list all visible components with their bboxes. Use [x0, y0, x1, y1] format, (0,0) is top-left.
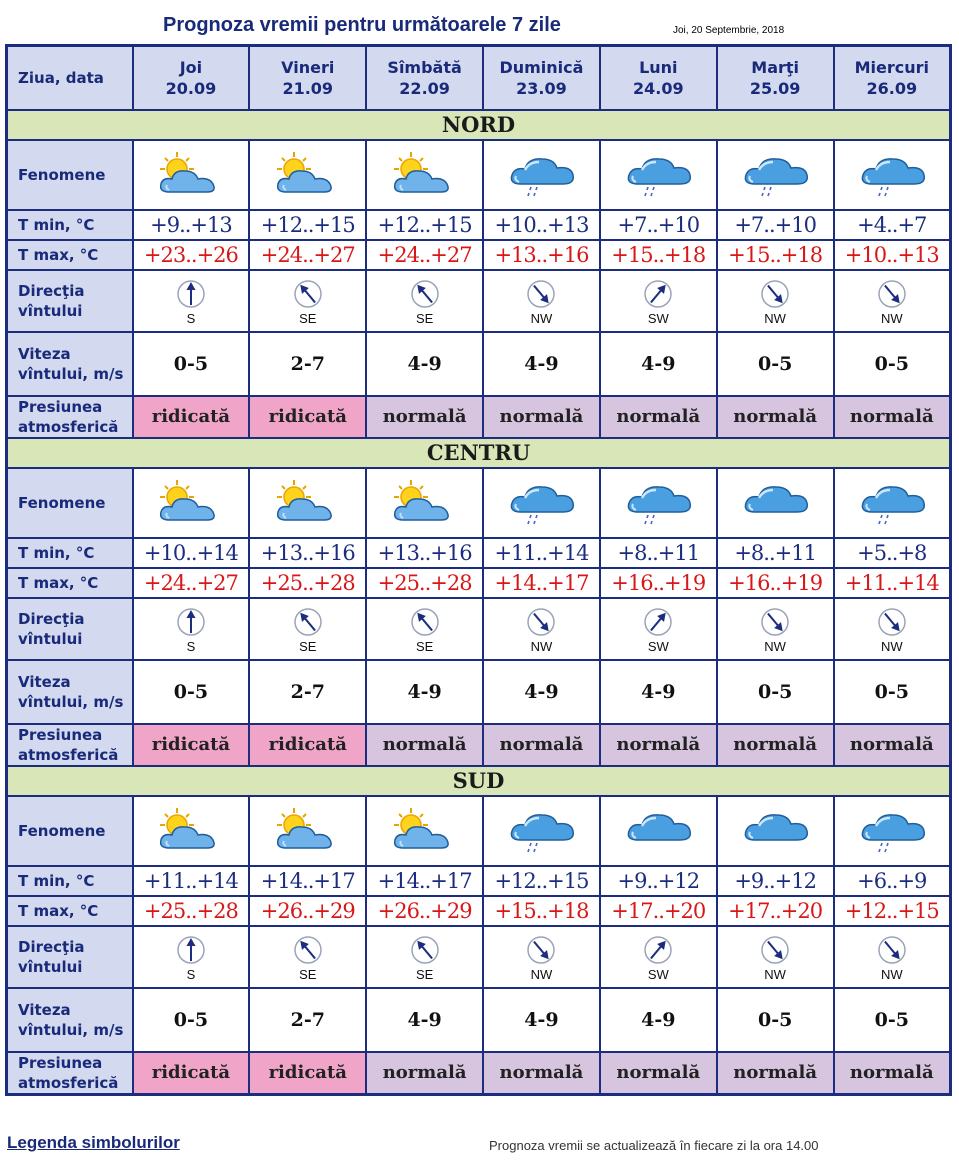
tmax-value: +15..+18 [717, 240, 834, 270]
wind-arrow-icon [718, 279, 833, 309]
weather-cell [834, 140, 951, 210]
pressure-row [7, 396, 951, 438]
tmax-label [7, 240, 133, 270]
wind-speed-value: 0-5 [133, 660, 250, 724]
pressure-label-text: Presiunea atmosferică [18, 725, 119, 764]
partly-cloudy-icon [367, 150, 482, 200]
wind-speed-value: 2-7 [249, 332, 366, 396]
tmin-value: +9..+12 [717, 866, 834, 896]
day-date: 20.09 [165, 78, 217, 98]
wind-speed-value: 4-9 [600, 660, 717, 724]
weather-cell [366, 468, 483, 538]
tmin-label [7, 210, 133, 240]
pressure-row [7, 1052, 951, 1095]
partly-cloudy-icon [134, 806, 249, 856]
wind-arrow-icon [601, 279, 716, 309]
tmin-row [7, 538, 951, 568]
tmax-row [7, 896, 951, 926]
pressure-value: normală [600, 396, 717, 438]
tmax-value: +16..+19 [600, 568, 717, 598]
wind-direction-text: NW [764, 311, 786, 326]
day-header [249, 46, 366, 110]
wind-arrow-icon [367, 607, 482, 637]
partly-cloudy-icon [134, 150, 249, 200]
wind-direction-text: NW [764, 639, 786, 654]
current-date: Joi, 20 Septembrie, 2018 [673, 25, 785, 36]
wind-arrow-icon [134, 607, 249, 637]
wind-direction-text: NW [530, 311, 553, 326]
rain-cloud-icon [835, 150, 949, 200]
weather-cell [483, 140, 600, 210]
partly-cloudy-icon [250, 806, 365, 856]
tmin-value: +11..+14 [483, 538, 600, 568]
region-title: CENTRU [7, 438, 951, 468]
tmax-value: +26..+29 [249, 896, 366, 926]
tmin-value: +6..+9 [834, 866, 951, 896]
day-header [133, 46, 250, 110]
pressure-value: normală [834, 1052, 951, 1095]
cloudy-icon [718, 806, 833, 856]
day-name: Luni [639, 57, 678, 77]
wind-arrow-icon [484, 279, 599, 309]
wind-direction-cell [834, 598, 951, 660]
day-name: Miercuri [854, 57, 929, 77]
pressure-value: normală [717, 1052, 834, 1095]
tmin-value: +8..+11 [600, 538, 717, 568]
wind-direction-cell [717, 926, 834, 988]
pressure-value: normală [600, 724, 717, 766]
tmin-value: +13..+16 [249, 538, 366, 568]
phenomena-label [7, 796, 133, 866]
page-title: Prognoza vremii pentru următoarele 7 zile [163, 14, 561, 36]
wind-direction-cell [483, 926, 600, 988]
wind-speed-label-text: Viteza vîntului, m/s [18, 672, 124, 711]
wind-speed-label [7, 988, 133, 1052]
tmin-label-text: T min, °C [18, 215, 95, 234]
pressure-value: normală [483, 1052, 600, 1095]
pressure-label-text: Presiunea atmosferică [18, 397, 119, 436]
wind-speed-value: 0-5 [834, 660, 951, 724]
wind-arrow-icon [134, 935, 249, 965]
wind-direction-cell [834, 926, 951, 988]
symbols-legend-link[interactable]: Legenda simbolurilor [7, 1133, 180, 1152]
region-title: SUD [7, 766, 951, 796]
wind-direction-text: SE [415, 967, 434, 982]
wind-speed-value: 0-5 [133, 332, 250, 396]
wind-arrow-icon [250, 935, 365, 965]
wind-speed-value: 2-7 [249, 660, 366, 724]
tmax-value: +24..+27 [133, 568, 250, 598]
tmin-value: +11..+14 [133, 866, 250, 896]
day-name: Joi [179, 57, 203, 77]
rain-cloud-icon [484, 806, 599, 856]
tmin-value: +9..+12 [600, 866, 717, 896]
wind-arrow-icon [718, 935, 833, 965]
phenomena-label [7, 140, 133, 210]
rain-cloud-icon [718, 150, 833, 200]
tmin-label [7, 538, 133, 568]
wind-direction-cell [717, 270, 834, 332]
phenomena-row [7, 140, 951, 210]
tmax-value: +25..+28 [249, 568, 366, 598]
phenomena-row [7, 468, 951, 538]
region-row [7, 766, 951, 796]
partly-cloudy-icon [134, 478, 249, 528]
partly-cloudy-icon [250, 478, 365, 528]
wind-direction-row [7, 926, 951, 988]
tmax-row [7, 240, 951, 270]
weather-cell [249, 468, 366, 538]
tmax-value: +17..+20 [717, 896, 834, 926]
partly-cloudy-icon [250, 150, 365, 200]
weather-cell [366, 796, 483, 866]
day-name: Duminică [499, 57, 584, 77]
rain-cloud-icon [601, 478, 716, 528]
wind-speed-label [7, 332, 133, 396]
tmax-label-text: T max, °C [18, 245, 99, 264]
wind-arrow-icon [835, 935, 949, 965]
tmin-value: +14..+17 [366, 866, 483, 896]
wind-speed-value: 4-9 [483, 988, 600, 1052]
tmax-value: +25..+28 [366, 568, 483, 598]
wind-direction-cell [483, 270, 600, 332]
weather-cell [249, 140, 366, 210]
day-name: Sîmbătă [387, 57, 462, 77]
wind-arrow-icon [367, 935, 482, 965]
weather-cell [133, 468, 250, 538]
wind-arrow-icon [484, 935, 599, 965]
tmin-value: +13..+16 [366, 538, 483, 568]
pressure-value: normală [717, 396, 834, 438]
pressure-value: ridicată [133, 396, 250, 438]
partly-cloudy-icon [367, 478, 482, 528]
wind-direction-label [7, 598, 133, 660]
weather-cell [600, 140, 717, 210]
pressure-label [7, 724, 133, 766]
wind-speed-value: 0-5 [834, 988, 951, 1052]
wind-direction-text: SE [415, 639, 434, 654]
cloudy-icon [718, 478, 833, 528]
phenomena-label [7, 468, 133, 538]
wind-direction-cell [249, 926, 366, 988]
day-header [366, 46, 483, 110]
pressure-value: normală [834, 724, 951, 766]
day-header [600, 46, 717, 110]
partly-cloudy-icon [367, 806, 482, 856]
tmin-value: +12..+15 [249, 210, 366, 240]
tmin-value: +14..+17 [249, 866, 366, 896]
tmax-value: +14..+17 [483, 568, 600, 598]
wind-direction-text: NW [530, 967, 553, 982]
rain-cloud-icon [835, 478, 949, 528]
pressure-label [7, 396, 133, 438]
wind-speed-value: 0-5 [133, 988, 250, 1052]
tmax-row [7, 568, 951, 598]
wind-speed-label [7, 660, 133, 724]
day-date-label [7, 46, 133, 110]
wind-direction-row [7, 598, 951, 660]
wind-direction-text: SE [299, 311, 317, 326]
tmax-value: +13..+16 [483, 240, 600, 270]
pressure-value: ridicată [249, 396, 366, 438]
wind-speed-value: 4-9 [600, 988, 717, 1052]
days-header-row [7, 46, 951, 110]
phenomena-label-text: Fenomene [18, 821, 106, 840]
wind-direction-text: S [186, 639, 196, 654]
wind-direction-text: S [186, 967, 196, 982]
day-header [717, 46, 834, 110]
wind-speed-row [7, 988, 951, 1052]
wind-direction-text: NW [880, 967, 903, 982]
wind-speed-label-text: Viteza vîntului, m/s [18, 344, 124, 383]
wind-direction-cell [600, 270, 717, 332]
wind-direction-cell [600, 926, 717, 988]
wind-direction-text: NW [880, 639, 903, 654]
wind-speed-value: 4-9 [483, 660, 600, 724]
wind-speed-value: 4-9 [366, 332, 483, 396]
tmin-row [7, 866, 951, 896]
rain-cloud-icon [484, 150, 599, 200]
wind-speed-value: 0-5 [717, 332, 834, 396]
wind-direction-label-text: Direcţia vîntului [18, 609, 85, 648]
pressure-value: normală [483, 724, 600, 766]
wind-direction-label-text: Direcţia vîntului [18, 281, 85, 320]
wind-speed-value: 4-9 [366, 660, 483, 724]
tmax-value: +10..+13 [834, 240, 951, 270]
wind-speed-value: 0-5 [717, 660, 834, 724]
day-date: 22.09 [399, 78, 450, 98]
wind-direction-cell [133, 926, 250, 988]
wind-arrow-icon [484, 607, 599, 637]
tmin-value: +7..+10 [600, 210, 717, 240]
pressure-value: ridicată [249, 1052, 366, 1095]
rain-cloud-icon [484, 478, 599, 528]
wind-direction-text: SE [299, 639, 317, 654]
tmin-value: +10..+14 [133, 538, 250, 568]
wind-direction-cell [133, 598, 250, 660]
tmax-label [7, 896, 133, 926]
wind-speed-row [7, 332, 951, 396]
wind-direction-text: SW [647, 639, 669, 654]
wind-direction-text: SW [647, 967, 669, 982]
pressure-row [7, 724, 951, 766]
wind-direction-text: SE [415, 311, 434, 326]
region-row [7, 438, 951, 468]
weather-cell [133, 796, 250, 866]
day-date: 21.09 [282, 78, 334, 98]
wind-speed-value: 0-5 [717, 988, 834, 1052]
tmin-value: +4..+7 [834, 210, 951, 240]
wind-direction-row [7, 270, 951, 332]
tmax-label-text: T max, °C [18, 573, 99, 592]
tmax-value: +24..+27 [249, 240, 366, 270]
wind-direction-text: NW [880, 311, 903, 326]
phenomena-label-text: Fenomene [18, 165, 106, 184]
phenomena-row [7, 796, 951, 866]
pressure-value: normală [483, 396, 600, 438]
weather-cell [366, 140, 483, 210]
tmin-value: +10..+13 [483, 210, 600, 240]
wind-speed-value: 4-9 [366, 988, 483, 1052]
weather-cell [600, 468, 717, 538]
pressure-value: ridicată [133, 1052, 250, 1095]
update-note: Prognoza vremii se actualizează în fiecare zi la ora 14.00 [489, 1138, 819, 1153]
region-title: NORD [7, 110, 951, 140]
wind-arrow-icon [250, 279, 365, 309]
pressure-label-text: Presiunea atmosferică [18, 1053, 119, 1092]
tmax-value: +15..+18 [483, 896, 600, 926]
wind-speed-row [7, 660, 951, 724]
day-date: 26.09 [866, 78, 918, 98]
pressure-value: normală [834, 396, 951, 438]
tmax-value: +16..+19 [717, 568, 834, 598]
tmax-value: +17..+20 [600, 896, 717, 926]
tmax-value: +26..+29 [366, 896, 483, 926]
tmax-value: +24..+27 [366, 240, 483, 270]
tmax-value: +15..+18 [600, 240, 717, 270]
region-row [7, 110, 951, 140]
pressure-value: normală [600, 1052, 717, 1095]
wind-direction-cell [249, 270, 366, 332]
wind-direction-text: SW [647, 311, 669, 326]
tmin-value: +9..+13 [133, 210, 250, 240]
tmin-row [7, 210, 951, 240]
pressure-value: ridicată [249, 724, 366, 766]
day-header [834, 46, 951, 110]
tmin-value: +5..+8 [834, 538, 951, 568]
tmin-label-text: T min, °C [18, 543, 95, 562]
wind-direction-cell [717, 598, 834, 660]
rain-cloud-icon [601, 150, 716, 200]
tmin-label-text: T min, °C [18, 871, 95, 890]
pressure-value: normală [366, 724, 483, 766]
tmin-label [7, 866, 133, 896]
day-date: 23.09 [516, 78, 567, 98]
pressure-value: ridicată [133, 724, 250, 766]
weather-cell [483, 796, 600, 866]
tmin-value: +8..+11 [717, 538, 834, 568]
day-date: 24.09 [632, 78, 684, 98]
tmax-label-text: T max, °C [18, 901, 99, 920]
wind-direction-cell [366, 270, 483, 332]
tmax-value: +12..+15 [834, 896, 951, 926]
weather-cell [483, 468, 600, 538]
tmin-value: +12..+15 [366, 210, 483, 240]
wind-direction-cell [133, 270, 250, 332]
wind-arrow-icon [718, 607, 833, 637]
wind-direction-text: NW [530, 639, 553, 654]
wind-direction-text: NW [764, 967, 786, 982]
tmax-label [7, 568, 133, 598]
weather-cell [249, 796, 366, 866]
weather-cell [834, 796, 951, 866]
wind-direction-label [7, 926, 133, 988]
wind-speed-label-text: Viteza vîntului, m/s [18, 1000, 124, 1039]
tmax-value: +11..+14 [834, 568, 951, 598]
day-name: Marţi [751, 57, 800, 77]
wind-direction-text: SE [299, 967, 317, 982]
pressure-label [7, 1052, 133, 1095]
wind-direction-label [7, 270, 133, 332]
tmax-value: +25..+28 [133, 896, 250, 926]
day-date: 25.09 [749, 78, 801, 98]
tmin-value: +12..+15 [483, 866, 600, 896]
wind-speed-value: 4-9 [600, 332, 717, 396]
wind-direction-text: S [186, 311, 196, 326]
wind-arrow-icon [835, 607, 949, 637]
weather-cell [717, 140, 834, 210]
wind-arrow-icon [134, 279, 249, 309]
weather-cell [717, 468, 834, 538]
pressure-value: normală [366, 396, 483, 438]
rain-cloud-icon [835, 806, 949, 856]
wind-direction-label-text: Direcţia vîntului [18, 937, 85, 976]
wind-arrow-icon [250, 607, 365, 637]
weather-cell [717, 796, 834, 866]
wind-arrow-icon [601, 607, 716, 637]
weather-cell [834, 468, 951, 538]
day-date-label-text: Ziua, data [18, 68, 104, 87]
day-name: Vineri [281, 57, 335, 77]
wind-speed-value: 4-9 [483, 332, 600, 396]
weather-cell [600, 796, 717, 866]
wind-speed-value: 0-5 [834, 332, 951, 396]
wind-direction-cell [600, 598, 717, 660]
weather-cell [133, 140, 250, 210]
pressure-value: normală [717, 724, 834, 766]
day-header [483, 46, 600, 110]
cloudy-icon [601, 806, 716, 856]
wind-direction-cell [483, 598, 600, 660]
tmin-value: +7..+10 [717, 210, 834, 240]
wind-speed-value: 2-7 [249, 988, 366, 1052]
pressure-value: normală [366, 1052, 483, 1095]
wind-arrow-icon [601, 935, 716, 965]
tmax-value: +23..+26 [133, 240, 250, 270]
wind-direction-cell [834, 270, 951, 332]
wind-arrow-icon [367, 279, 482, 309]
wind-direction-cell [249, 598, 366, 660]
page-header [0, 0, 959, 44]
wind-arrow-icon [835, 279, 949, 309]
forecast-table [5, 44, 952, 1096]
wind-direction-cell [366, 926, 483, 988]
phenomena-label-text: Fenomene [18, 493, 106, 512]
wind-direction-cell [366, 598, 483, 660]
